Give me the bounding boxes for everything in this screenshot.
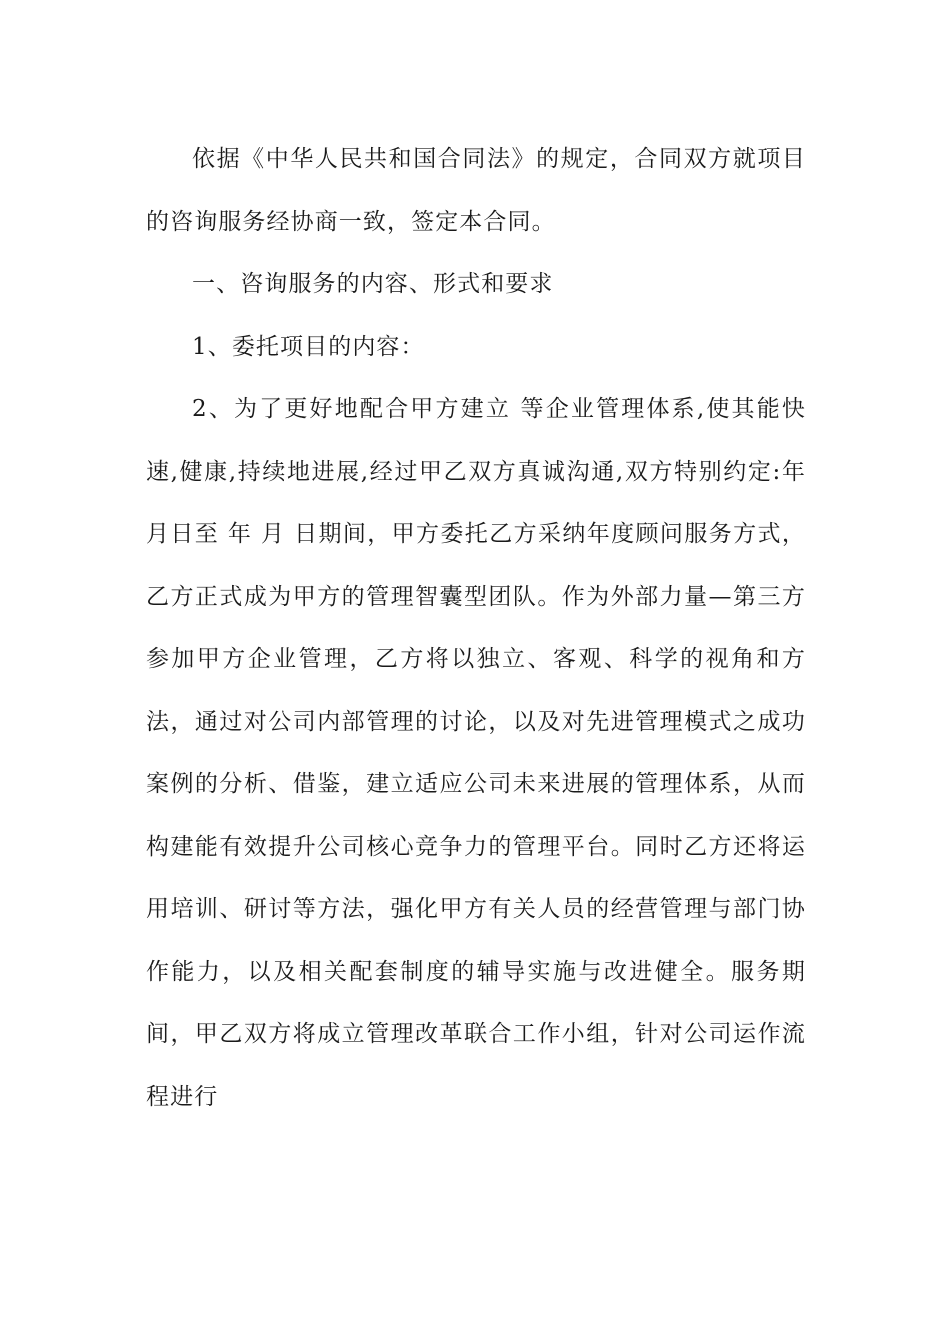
- contract-body: [146, 128, 815, 1128]
- paragraph-item-1: 1、委托项目的内容：: [192, 333, 425, 360]
- paragraph-item-2: 2、为了更好地配合甲方建立 等企业管理体系,使其能快速,健康,持续地进展,经过甲乙双方真诚沟通,双方特别约定:年 月日至 年 月 日期间，甲方委托乙方采纳年度顾问服务方式，乙方正式成为甲方的管理智囊型团队。作为外部力量—第三方参加甲方企业管理，乙方将以独立、客观、科学的视角和方法，通过对公司内部管理的讨论，以及对先进管理模式之成功案例的分析、借鉴，建立适应公司未来进展的管理体系，从而构建能有效提升公司核心竞争力的管理平台。同时乙方还将运用培训、研讨等方法，强化甲方有关人员的经营管理与部门协作能力，以及相关配套制度的辅导实施与改进健全。服务期间，甲乙双方将成立管理改革联合工作小组，针对公司运作流程进行: [146, 396, 815, 1110]
- section-heading-consulting-content: 一、咨询服务的内容、形式和要求: [192, 271, 554, 297]
- paragraph-intro: 依据《中华人民共和国合同法》的规定，合同双方就项目的咨询服务经协商一致，签定本合同。: [146, 146, 806, 235]
